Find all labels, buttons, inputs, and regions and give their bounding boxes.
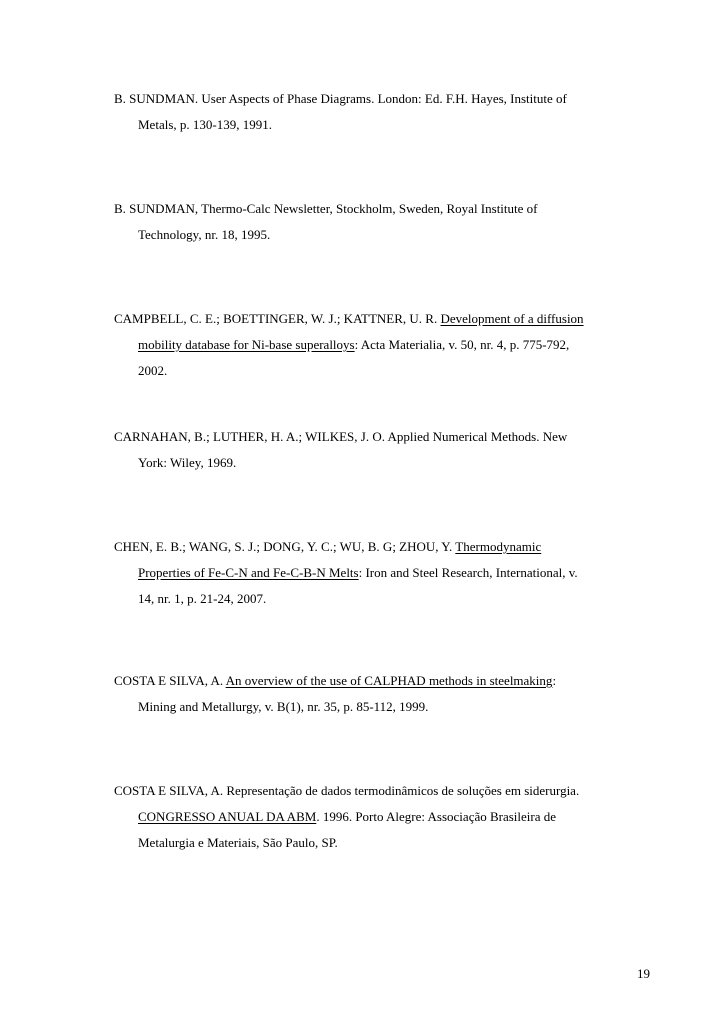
reference-text: Technology, nr. 18, 1995. — [138, 227, 271, 242]
reference-entry — [114, 86, 654, 138]
reference-line — [114, 424, 654, 450]
reference-title: Development of a diffusion — [440, 311, 584, 326]
reference-text: COSTA E SILVA, A. — [114, 673, 226, 688]
reference-line — [114, 560, 654, 586]
reference-text: : — [552, 673, 557, 688]
reference-line — [114, 196, 654, 222]
reference-text: COSTA E SILVA, A. Representação de dados termodinâmicos de soluções em siderurgia. — [114, 783, 580, 798]
reference-title: Properties of Fe-C-N and Fe-C-B-N Melts — [138, 565, 359, 580]
reference-line — [114, 86, 654, 112]
reference-text: CHEN, E. B.; WANG, S. J.; DONG, Y. C.; WU, B. G; ZHOU, Y. — [114, 539, 456, 554]
reference-line — [114, 668, 654, 694]
reference-line — [114, 534, 654, 560]
reference-line — [114, 358, 654, 384]
reference-text: Mining and Metallurgy, v. B(1), nr. 35, p. 85-112, 1999. — [138, 699, 429, 714]
reference-text: 2002. — [138, 363, 168, 378]
reference-line — [114, 586, 654, 612]
reference-title: mobility database for Ni-base superalloys — [138, 337, 355, 352]
reference-text: : Iron and Steel Research, International, v. — [358, 565, 578, 580]
reference-title: An overview of the use of CALPHAD methods in steelmaking — [225, 673, 553, 688]
reference-text: Metalurgia e Materiais, São Paulo, SP. — [138, 835, 338, 850]
reference-entry — [114, 424, 654, 476]
reference-line — [114, 306, 654, 332]
reference-text: 14, nr. 1, p. 21-24, 2007. — [138, 591, 267, 606]
reference-entry — [114, 306, 654, 384]
reference-text: . 1996. Porto Alegre: Associação Brasileira de — [316, 809, 557, 824]
reference-title: CONGRESSO ANUAL DA ABM — [138, 809, 317, 824]
reference-text: York: Wiley, 1969. — [138, 455, 237, 470]
reference-line — [114, 694, 654, 720]
reference-text: B. SUNDMAN, Thermo-Calc Newsletter, Stockholm, Sweden, Royal Institute of — [114, 201, 538, 216]
reference-line — [114, 222, 654, 248]
reference-text: CAMPBELL, C. E.; BOETTINGER, W. J.; KATTNER, U. R. — [114, 311, 441, 326]
reference-title: Thermodynamic — [455, 539, 542, 554]
page-number: 19 — [637, 966, 650, 981]
reference-entry — [114, 778, 654, 856]
reference-entry — [114, 668, 654, 720]
reference-line — [114, 804, 654, 830]
reference-text: CARNAHAN, B.; LUTHER, H. A.; WILKES, J. O. Applied Numerical Methods. New — [114, 429, 568, 444]
reference-line — [114, 830, 654, 856]
reference-line — [114, 112, 654, 138]
reference-text: Metals, p. 130-139, 1991. — [138, 117, 272, 132]
reference-text: : Acta Materialia, v. 50, nr. 4, p. 775-792, — [354, 337, 570, 352]
reference-line — [114, 450, 654, 476]
reference-text: B. SUNDMAN. User Aspects of Phase Diagrams. London: Ed. F.H. Hayes, Institute of — [114, 91, 567, 106]
reference-entry — [114, 196, 654, 248]
reference-line — [114, 778, 654, 804]
reference-line — [114, 332, 654, 358]
reference-entry — [114, 534, 654, 612]
